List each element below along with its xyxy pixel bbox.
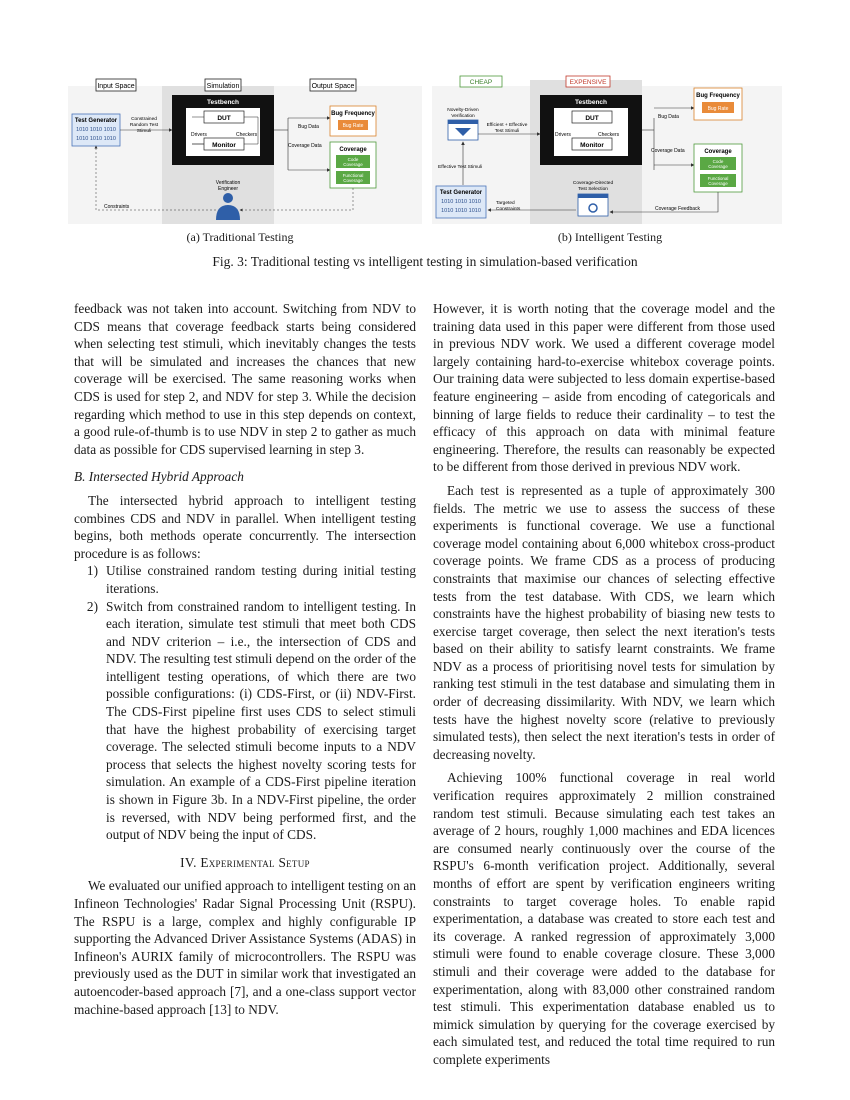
- dut-text-b: DUT: [585, 115, 599, 122]
- list-text: Switch from constrained random to intelligent testing. In each iteration, simulate test stimuli that meet both CDS and NDV criterion – i.e., the intersection of CDS and NDV. The resulting test stimuli depend on the order of the intelligent testing operations, of which there are two possible configurations: (i) CDS-First, or (ii) NDV-First. The CDS-First pipeline first uses CDS to select stimuli that have the highest probability of exercising target coverage. The selected stimuli become inputs to a NDV process that selects the highest novelty scoring tests for simulation. An example of a CDS-First pipeline iteration is shown in Figure 3b. In a NDV-First pipeline, the order is reversed, with NDV being performed first, and the output of NDV being the input of CDS.: [106, 598, 416, 843]
- bug-frequency-text: Bug Frequency: [331, 111, 375, 117]
- constrained-label-1: Constrained: [131, 117, 157, 122]
- figure-3-diagram: [0, 0, 850, 250]
- test-generator-text: Test Generator: [74, 118, 118, 124]
- coverage-data-text-b: Coverage Data: [651, 148, 685, 154]
- efficient-label-2: Test Stimuli: [494, 129, 520, 134]
- figure-3: [0, 0, 850, 280]
- code-coverage-1-b: Code: [712, 159, 724, 164]
- bug-rate-text: Bug Rate: [342, 123, 364, 129]
- bits-row-2: 1010 1010 1010: [76, 136, 116, 142]
- coverage-text-b: Coverage: [704, 149, 732, 155]
- section-heading: IV. Experimental Setup: [180, 854, 310, 870]
- subsection-heading: B. Intersected Hybrid Approach: [74, 469, 244, 485]
- drivers-text-b: Drivers: [555, 132, 571, 138]
- list-number: 2): [86, 598, 98, 614]
- subcaption-b: (b) Intelligent Testing: [557, 230, 663, 244]
- cheap-text: CHEAP: [469, 79, 493, 86]
- input-space-text: Input Space: [97, 83, 135, 90]
- left-paragraph-3: We evaluated our unified approach to intelligent testing on an Infineon Technologies' Radar Signal Processing Unit (RSPU). The RSPU is a large, complex and highly configurable IP supporting the Advanced Driver Assistance Systems (ADAS) in Infineon's AURIX family of microcontrollers. The RSPU was previously used as the DUT in similar work that investigated an autoencoder-based approach [7], and a one-class support vector machine-based approach [13] to NDV.: [74, 878, 416, 1017]
- testbench-text-b: Testbench: [574, 99, 608, 106]
- effective-stimuli-text: Effective Test Stimuli: [438, 165, 483, 170]
- test-generator-text-b: Test Generator: [439, 190, 483, 196]
- list-number: 1): [86, 563, 98, 579]
- coverage-feedback-text: Coverage Feedback: [655, 206, 701, 212]
- bug-rate-text-b: Bug Rate: [707, 106, 729, 112]
- output-space-text: Output Space: [311, 83, 355, 90]
- constrained-label-2: Random Test: [129, 123, 159, 128]
- intelligent-testing-diagram: [432, 76, 782, 224]
- targeted-label-1: Targeted: [496, 201, 515, 206]
- cds-label-2: Test Selection: [578, 187, 608, 192]
- coverage-text: Coverage: [339, 147, 367, 153]
- functional-coverage-2: Coverage: [343, 178, 363, 183]
- checkers-text: Checkers: [236, 132, 258, 138]
- list-text: Utilise constrained random testing during initial testing iterations.: [106, 563, 416, 596]
- cds-window-icon: [578, 194, 608, 216]
- left-column: [74, 300, 416, 1018]
- ndv-window-icon: [448, 120, 478, 140]
- left-paragraph-2: The intersected hybrid approach to intelligent testing combines CDS and NDV in parallel. When intelligent testing begins, both methods operate concurrently. The intersection procedure is as follows:: [74, 492, 416, 561]
- checkers-text-b: Checkers: [598, 132, 620, 138]
- traditional-testing-diagram: [68, 79, 422, 224]
- ndv-label-1: Novelty-Driven: [447, 108, 479, 113]
- right-paragraph-1: However, it is worth noting that the coverage model and the training data used in this paper were different from those used in previous NDV work. We used a different coverage model largely containing hard-to-exercise whitebox coverage points. Our training data were subjected to less domain expertise-based feature engineering – aside from encoding of categoricals and binning of large fields to reduce their cardinality – to test the efficacy of this approach on data with minimal feature engineering. Therefore, the results can reasonably be expected to be different from those derived in previous NDV work.: [433, 301, 775, 475]
- list-item: [74, 562, 416, 597]
- constrained-label-3: Stimuli: [136, 129, 152, 134]
- constraints-text: Constraints: [104, 204, 130, 210]
- coverage-data-text: Coverage Data: [288, 143, 322, 149]
- functional-coverage-2-b: Coverage: [708, 181, 728, 186]
- right-paragraph-3: Achieving 100% functional coverage in real world verification requires approximately 2 million constrained random test stimuli. Because simulating each test takes an average of 2 hours, roughly 1,000 machines and EDA licences are consumed nearly continuously over the course of the RSPU's 6-month verification project. Additionally, several months of effort are spent by verification engineers writing constraints to target coverage holes. To enable rapid experimentation, a database was created to store each test and its coverage. A ranked regression of approximately 3,000 stimuli were found to enable coverage closure. These 3,000 stimuli and their coverage were added to the database for experimentation, along with 83,000 other constrained random test stimuli. This experimentation database enabled us to mimick simulation by querying for the coverage exercised by each simulated test, and reduced the total time required to run complete experiments: [433, 770, 775, 1067]
- bug-data-text-b: Bug Data: [658, 114, 679, 120]
- bits-row-2-b: 1010 1010 1010: [441, 208, 481, 214]
- cds-label-1: Coverage-Directed: [572, 181, 614, 186]
- dut-text: DUT: [217, 115, 231, 122]
- right-column: [433, 300, 775, 1069]
- efficient-label-1: Efficient + Effective: [486, 123, 528, 128]
- list-item: [74, 598, 416, 844]
- bug-frequency-text-b: Bug Frequency: [696, 93, 740, 99]
- monitor-text: Monitor: [212, 142, 236, 149]
- functional-coverage-1-b: Functional: [707, 176, 729, 181]
- bits-row-1: 1010 1010 1010: [76, 127, 116, 133]
- targeted-label-2: Constraints: [496, 207, 521, 212]
- testbench-text: Testbench: [206, 99, 240, 106]
- procedure-list: [74, 562, 416, 844]
- code-coverage-1: Code: [347, 157, 359, 162]
- ndv-label-2: Verification: [451, 114, 475, 119]
- functional-coverage-1: Functional: [342, 173, 364, 178]
- monitor-text-b: Monitor: [580, 142, 604, 149]
- bits-row-1-b: 1010 1010 1010: [441, 199, 481, 205]
- figure-caption: Fig. 3: Traditional testing vs intelligent testing in simulation-based verification: [212, 254, 638, 269]
- code-coverage-2-b: Coverage: [708, 164, 728, 169]
- engineer-label-1: Verification: [215, 180, 241, 186]
- bug-data-text: Bug Data: [298, 124, 319, 130]
- engineer-label-2: Engineer: [217, 186, 239, 192]
- left-paragraph-1: feedback was not taken into account. Switching from NDV to CDS means that coverage feedback starts being considered when selecting test stimuli, which inevitably changes the tests that will be simulated and increases the chances that new coverage will be exercised. The same reasoning works when CDS is used for step 2, and NDV for step 3. While the decision regarding which method to use in this step depends on context, a good rule-of-thumb is to use NDV in step 2 to gather as much data as possible for CDS supervised learning in step 3.: [74, 301, 416, 457]
- drivers-text: Drivers: [191, 132, 207, 138]
- subcaption-a: (a) Traditional Testing: [186, 230, 294, 244]
- code-coverage-2: Coverage: [343, 162, 363, 167]
- expensive-text: EXPENSIVE: [569, 79, 607, 86]
- right-paragraph-2: Each test is represented as a tuple of approximately 300 fields. The metric we use to assess the success of these experiments is functional coverage. We use a functional coverage model containing about 6,000 whitebox cross-product coverage points. We frame CDS as a process of producing constraints that maximise our chances of selecting effective tests from the test database. With CDS, we learn which constraints have the highest probability of biasing new tests to exercise target coverage, then select the next iteration's tests based on their ability to satisfy learnt constraints. We frame NDV as a process of prioritising novel tests for simulation by ranking test stimuli in the test database and simulating them in order of decreasing dissimilarity. With NDV, we learn which tests have the highest novelty score (relative to previously simulated tests), then select the next iteration's tests in order of decreasing novelty.: [433, 482, 775, 762]
- simulation-text: Simulation: [206, 83, 240, 90]
